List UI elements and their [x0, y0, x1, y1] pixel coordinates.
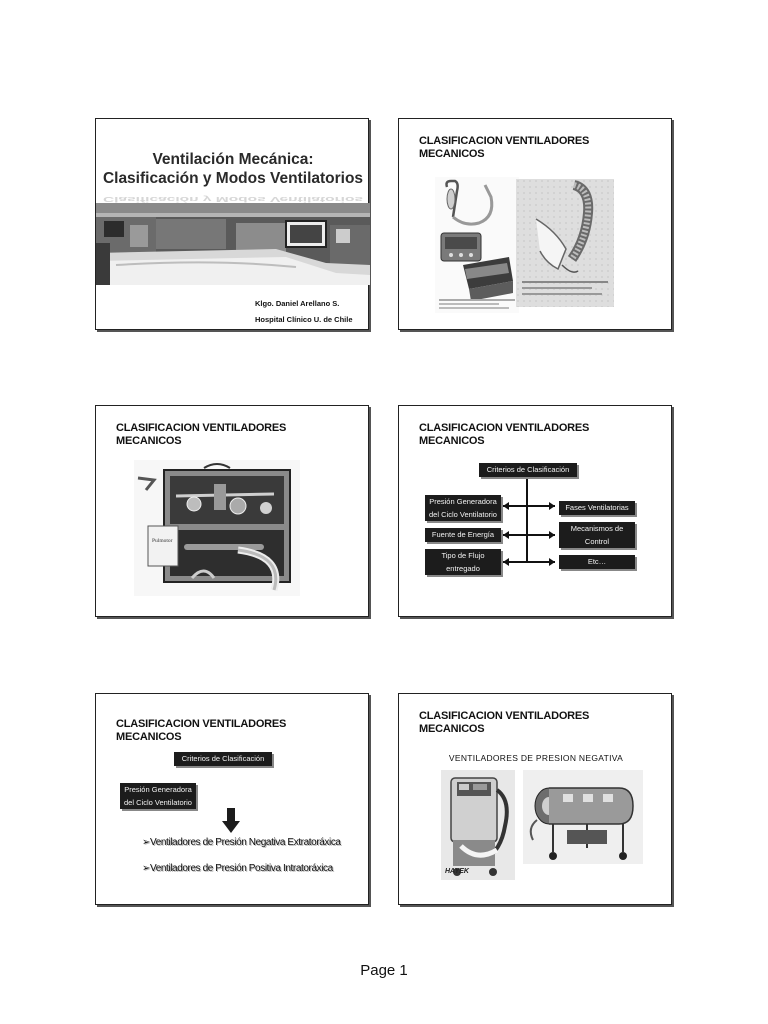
left-box-pressure-line2: del Ciclo Ventilatorio	[429, 510, 497, 519]
slide-3-title-line1: CLASIFICACION VENTILADORES	[116, 422, 287, 434]
metal-endotracheal-tube-image	[516, 179, 614, 307]
left-box-flow	[425, 549, 501, 575]
right-box-control-line1: Mecanismos de	[570, 524, 624, 533]
slide-3-title-line2: MECANICOS	[116, 435, 182, 447]
slide-6-title	[419, 710, 659, 736]
right-box-etc-line1: Etc…	[587, 557, 607, 566]
slide-6-title-line2: MECANICOS	[419, 723, 485, 735]
left-box-energy	[425, 528, 501, 542]
slide-1-author: Klgo. Daniel Arellano S.	[255, 299, 340, 308]
list-item-positive-pressure: ➢Ventiladores de Presión Positiva Intratoráxica	[142, 863, 333, 874]
slide-1-title-reflection: Clasificación y Modos Ventilatorios	[102, 195, 364, 203]
icu-room-photo	[96, 203, 370, 285]
slide-1-title-line1: Ventilación Mecánica:	[152, 151, 314, 168]
pressure-generator-line1: Presión Generadora	[124, 785, 192, 794]
page-number: Page 1	[360, 962, 408, 979]
hayek-brand-label: HAYEK	[445, 868, 469, 875]
left-box-pressure-line1: Presión Generadora	[429, 497, 497, 506]
criteria-root-box: Criterios de Clasificación	[479, 463, 577, 477]
pulmotor-label: Pulmotor	[152, 538, 173, 544]
left-box-flow-line2: entregado	[446, 564, 480, 573]
slide-1	[95, 118, 369, 330]
right-box-phases	[559, 501, 635, 515]
slide-5-title	[116, 718, 356, 744]
slide-4-title-line1: CLASIFICACION VENTILADORES	[419, 422, 590, 434]
slide-5-title-line1: CLASIFICACION VENTILADORES	[116, 718, 287, 730]
left-box-flow-line1: Tipo de Flujo	[441, 551, 485, 560]
slide-3-title	[116, 422, 356, 448]
slide-6-subtitle: VENTILADORES DE PRESION NEGATIVA	[448, 753, 624, 763]
bullet-arrow-icon: ➢	[142, 863, 150, 874]
slide-3	[95, 405, 369, 617]
slide-4-title-line2: MECANICOS	[419, 435, 485, 447]
vintage-anesthesia-apparatus-image	[435, 177, 519, 313]
left-box-pressure	[425, 495, 501, 521]
slide-4	[398, 405, 672, 617]
pulmotor-device-image	[134, 460, 300, 596]
left-box-energy-line1: Fuente de Energía	[431, 530, 495, 539]
iron-lung-image	[523, 770, 643, 864]
down-arrow-icon	[222, 808, 240, 834]
slide-2-title-line1: CLASIFICACION VENTILADORES	[419, 135, 590, 147]
slide-1-institution: Hospital Clínico U. de Chile	[255, 315, 353, 324]
slide-2	[398, 118, 672, 330]
right-box-control	[559, 522, 635, 548]
right-box-etc	[559, 555, 635, 569]
right-box-phases-line1: Fases Ventilatorias	[565, 503, 629, 512]
slide-1-title-line2: Clasificación y Modos Ventilatorios	[102, 170, 364, 187]
slide-6-title-line1: CLASIFICACION VENTILADORES	[419, 710, 590, 722]
slide-5-title-line2: MECANICOS	[116, 731, 182, 743]
bullet-arrow-icon: ➢	[142, 837, 150, 848]
list-item-negative-pressure: ➢Ventiladores de Presión Negativa Extratoráxica	[142, 837, 341, 848]
slide-5	[95, 693, 369, 905]
criteria-root-box: Criterios de Clasificación	[174, 752, 272, 766]
pressure-generator-line2: del Ciclo Ventilatorio	[124, 798, 192, 807]
hayek-cuirass-ventilator-image	[441, 770, 515, 880]
slide-2-title-line2: MECANICOS	[419, 148, 485, 160]
slide-6	[398, 693, 672, 905]
pressure-generator-box	[120, 783, 196, 809]
slide-2-title	[419, 135, 659, 161]
right-box-control-line2: Control	[584, 537, 610, 546]
